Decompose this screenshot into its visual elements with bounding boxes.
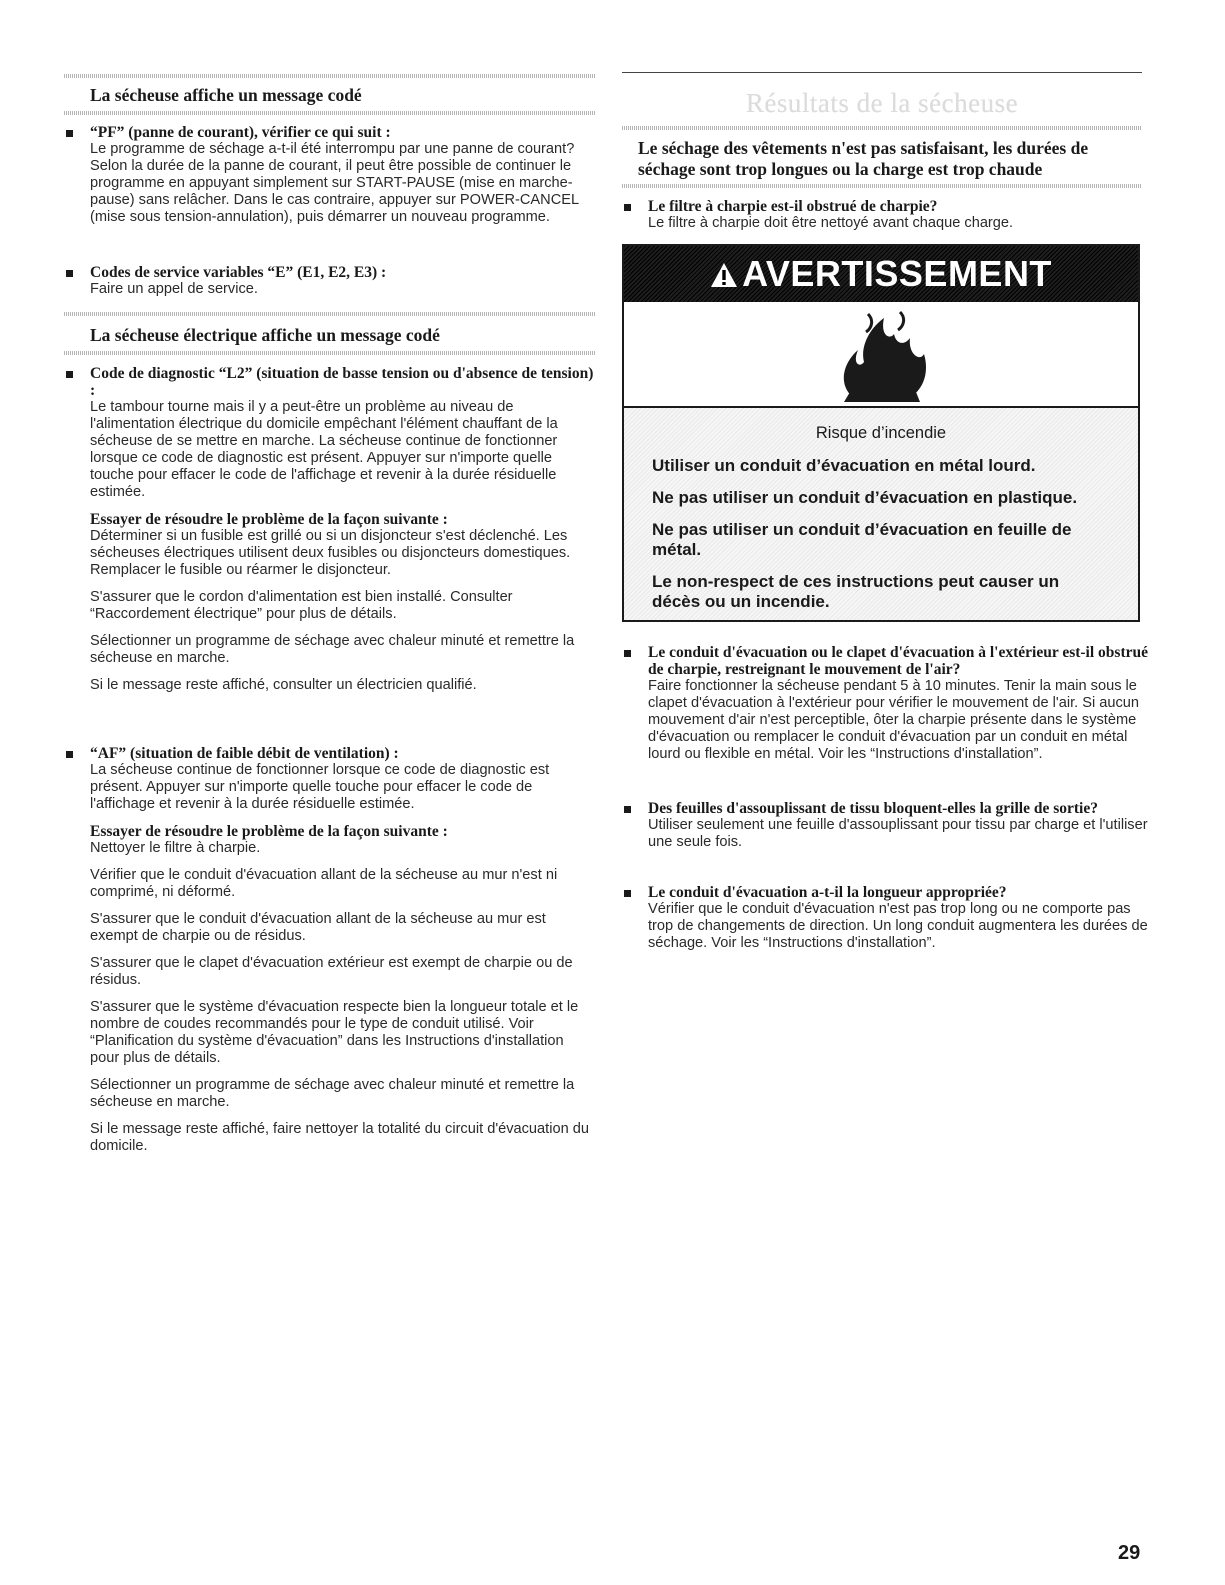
warning-line: Ne pas utiliser un conduit d’évacuation en plastique. [652,488,1078,507]
section-divider [64,351,596,355]
item-text: Sélectionner un programme de séchage avec chaleur minuté et remettre la sécheuse en marche. [90,633,575,666]
section-divider [64,111,596,115]
warning-risk-label: Risque d’incendie [815,424,947,442]
section-title-electric-coded-message: La sécheuse électrique affiche un message codé [90,325,440,345]
item-question: “PF” (panne de courant), vérifier ce qui suit : [90,124,391,141]
item-subheading: Essayer de résoudre le problème de la façon suivante : [90,823,448,840]
item-text: S'assurer que le clapet d'évacuation extérieur est exempt de charpie ou de résidus. [90,955,573,988]
item-text: S'assurer que le système d'évacuation respecte bien la longueur totale et le nombre de coudes recommandés pour le type de conduit utilisé. Voir “Planification du système d'évacuation” dans les Instructions d'installation pour plus de détails. [90,999,579,1066]
list-item-l2 [64,365,596,694]
section-title-dryer-results: Résultats de la sécheuse [745,88,1019,118]
problem-header: Le séchage des vêtements n'est pas satisfaisant, les durées de séchage sont trop longues ou la charge est trop chaude [638,138,1089,179]
section-divider [64,312,596,316]
item-text: Le programme de séchage a-t-il été interrompu par une panne de courant? Selon la durée de la panne de courant, il peut être possible de continuer le programme en appuyant simplement sur START-PAUSE (mise en marche-pause) sans relâcher. Dans le cas contraire, appuyer sur POWER-CANCEL (mise sous tension-annulation), puis démarrer un nouveau programme. [90,141,579,225]
item-text: Nettoyer le filtre à charpie. [90,840,261,856]
section-divider [622,126,1142,130]
item-question: Le conduit d'évacuation a-t-il la longueur appropriée? [648,884,1007,901]
list-item-dryer-sheets [622,800,1152,851]
item-text: Sélectionner un programme de séchage avec chaleur minuté et remettre la sécheuse en marche. [90,1077,575,1110]
warning-box [622,244,1140,622]
bullet-icon [624,650,631,657]
list-item-e-codes [64,264,596,298]
item-text: Vérifier que le conduit d'évacuation allant de la sécheuse au mur n'est ni comprimé, ni déformé. [90,867,558,900]
item-text: Faire fonctionner la sécheuse pendant 5 à 10 minutes. Tenir la main sous le clapet d'évacuation à l'extérieur pour vérifier le mouvement de l'air. Si aucun mouvement d'air n'est perceptible, ôter la charpie présente dans le système d'évacuation ou remplacer le conduit d'évacuation par un conduit en métal lourd ou flexible en métal. Voir les “Instructions d'installation”. [648,678,1140,762]
item-question: “AF” (situation de faible débit de ventilation) : [90,745,399,762]
warning-line: Ne pas utiliser un conduit d’évacuation en feuille de métal. [652,520,1072,559]
bullet-icon [624,204,631,211]
warning-line: Le non-respect de ces instructions peut causer un décès ou un incendie. [652,572,1060,611]
item-text: Utiliser seulement une feuille d'assouplissant pour tissu par charge et l'utiliser une seule fois. [648,817,1148,850]
warning-line: Utiliser un conduit d’évacuation en métal lourd. [652,456,1036,475]
item-text: La sécheuse continue de fonctionner lorsque ce code de diagnostic est présent. Appuyer sur n'importe quelle touche pour effacer le code de l'affichage et revenir à la durée résiduelle estimée. [90,762,550,812]
item-text: S'assurer que le conduit d'évacuation allant de la sécheuse au mur est exempt de charpie ou de résidus. [90,911,546,944]
warning-banner [624,246,1138,302]
list-item-pf [64,124,596,226]
list-item-exhaust-vent [622,644,1152,763]
item-question: Le filtre à charpie est-il obstrué de charpie? [648,198,938,215]
bullet-icon [66,371,73,378]
list-item-lint-filter [622,198,1152,232]
item-text: Le filtre à charpie doit être nettoyé avant chaque charge. [648,215,1014,231]
section-divider [622,184,1142,188]
bullet-icon [66,130,73,137]
bullet-icon [66,751,73,758]
fire-hazard-symbol-area [624,302,1138,408]
fire-icon [824,306,944,404]
item-text: Faire un appel de service. [90,281,258,297]
warning-triangle-icon [710,262,738,288]
item-text: S'assurer que le cordon d'alimentation est bien installé. Consulter “Raccordement électrique” pour plus de détails. [90,589,513,622]
item-subheading: Essayer de résoudre le problème de la façon suivante : [90,511,448,528]
item-text: Vérifier que le conduit d'évacuation n'est pas trop long ou ne comporte pas trop de changements de direction. Un long conduit augmentera les durées de séchage. Voir les “Instructions d'installation”. [648,901,1148,951]
warning-title [624,254,1138,294]
item-text: Si le message reste affiché, faire nettoyer la totalité du circuit d'évacuation du domicile. [90,1121,589,1154]
section-divider [64,74,596,78]
item-question: Code de diagnostic “L2” (situation de basse tension ou d'absence de tension) : [90,365,594,399]
bullet-icon [624,890,631,897]
item-question: Des feuilles d'assouplissant de tissu bloquent-elles la grille de sortie? [648,800,1098,817]
item-text: Déterminer si un fusible est grillé ou si un disjoncteur s'est déclenché. Les sécheuses électriques utilisent deux fusibles ou disjoncteurs domestiques. Remplacer le fusible ou réarmer le disjoncteur. [90,528,571,578]
page-number: 29 [1118,1542,1141,1564]
top-rule [622,72,1142,73]
list-item-af [64,745,596,1155]
bullet-icon [624,806,631,813]
section-title-coded-message: La sécheuse affiche un message codé [90,85,362,105]
item-question: Codes de service variables “E” (E1, E2, E3) : [90,264,387,281]
item-text: Le tambour tourne mais il y a peut-être un problème au niveau de l'alimentation électrique du domicile empêchant l'élément chauffant de la sécheuse de se mettre en marche. La sécheuse continue de fonctionner lorsque ce code de diagnostic est présent. Appuyer sur n'importe quelle touche pour effacer le code de l'affichage et revenir à la durée résiduelle estimée. [90,399,558,500]
list-item-vent-length [622,884,1152,952]
item-text: Si le message reste affiché, consulter un électricien qualifié. [90,677,477,693]
warning-title-text: AVERTISSEMENT [742,253,1052,294]
bullet-icon [66,270,73,277]
item-question: Le conduit d'évacuation ou le clapet d'évacuation à l'extérieur est-il obstrué de charpie, restreignant le mouvement de l'air? [648,644,1148,678]
warning-body [624,408,1138,620]
